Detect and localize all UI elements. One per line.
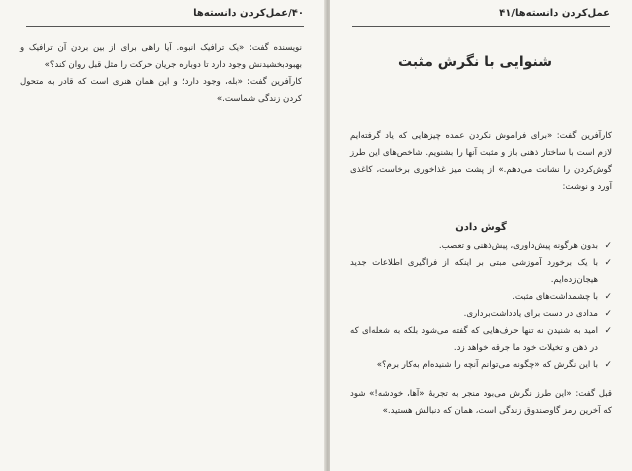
right-page	[330, 0, 632, 471]
outro-text: قبل گفت: «این طرز نگرش می‌بود منجر به تجربهٔ «آها، خودشه!» شود که آخرین رمز گاوصندوق زندگی است، همان که دنبالش هستید.»	[350, 389, 612, 416]
check-icon: ✓	[604, 292, 612, 302]
check-icon: ✓	[604, 258, 612, 268]
checklist-item-text: با یک برخورد آموزشی مبتی بر اینکه از فراگیری اطلاعات جدید هیجان‌زده‌ایم.	[350, 258, 598, 285]
checklist-item	[350, 357, 612, 374]
checklist	[350, 238, 612, 374]
intro-paragraph	[350, 128, 612, 196]
checklist-item-text: با چشمداشت‌های مثبت.	[512, 292, 598, 302]
checklist-item	[350, 323, 612, 357]
list-subheading: گوش دادن	[455, 222, 507, 233]
left-paragraph-2: کارآفرین گفت: «بله، وجود دارد؛ و این همان هنری است که قادر به متحول کردن زندگی شماست.»	[20, 77, 302, 104]
left-page-body	[20, 40, 302, 108]
checklist-item-text: امید به شنیدن نه تنها حرف‌هایی که گفته می‌شود بلکه به شعله‌ای که در ذهن و تخیلات خود ما جرقه خواهد زد.	[350, 326, 598, 353]
check-icon: ✓	[604, 241, 612, 251]
checklist-item	[350, 289, 612, 306]
left-paragraph-1: نویسنده گفت: «یک ترافیک انبوه. آیا راهی برای از بین بردن آن ترافیک و بهبودبخشیدنش وجود دارد تا دوباره جریان حرکت را مثل قبل روان کند؟»	[20, 43, 302, 70]
checklist-item-text: مدادی در دست برای یادداشت‌برداری.	[463, 309, 598, 319]
left-header-text: ۴۰/عمل‌کردن دانسته‌ها	[193, 8, 304, 19]
chapter-title: شنوایی با نگرش مثبت	[398, 54, 552, 70]
right-page-header	[352, 6, 610, 27]
intro-text: کارآفرین گفت: «برای فراموش نکردن عمده چیزهایی که یاد گرفته‌ایم لازم است با ساختار ذهنی باز و مثبت آنها را بشنویم. شاخص‌های این طرز گوش‌کردن را نشانت می‌دهم.» از پشت میز غذاخوری برخاست، کاغذی آورد و نوشت:	[350, 131, 612, 192]
checklist-item-text: بدون هرگونه پیش‌داوری، پیش‌ذهنی و تعصب.	[438, 241, 598, 251]
checklist-item-text: با این نگرش که «چگونه می‌توانم آنچه را شنیده‌ام به‌کار برم؟»	[376, 360, 598, 370]
right-header-text: عمل‌کردن دانسته‌ها/۴۱	[499, 8, 610, 19]
outro-paragraph	[350, 386, 612, 420]
check-icon: ✓	[604, 309, 612, 319]
left-page-header	[26, 6, 304, 27]
check-icon: ✓	[604, 326, 612, 336]
checklist-item	[350, 306, 612, 323]
checklist-item	[350, 255, 612, 289]
checklist-item	[350, 238, 612, 255]
check-icon: ✓	[604, 360, 612, 370]
